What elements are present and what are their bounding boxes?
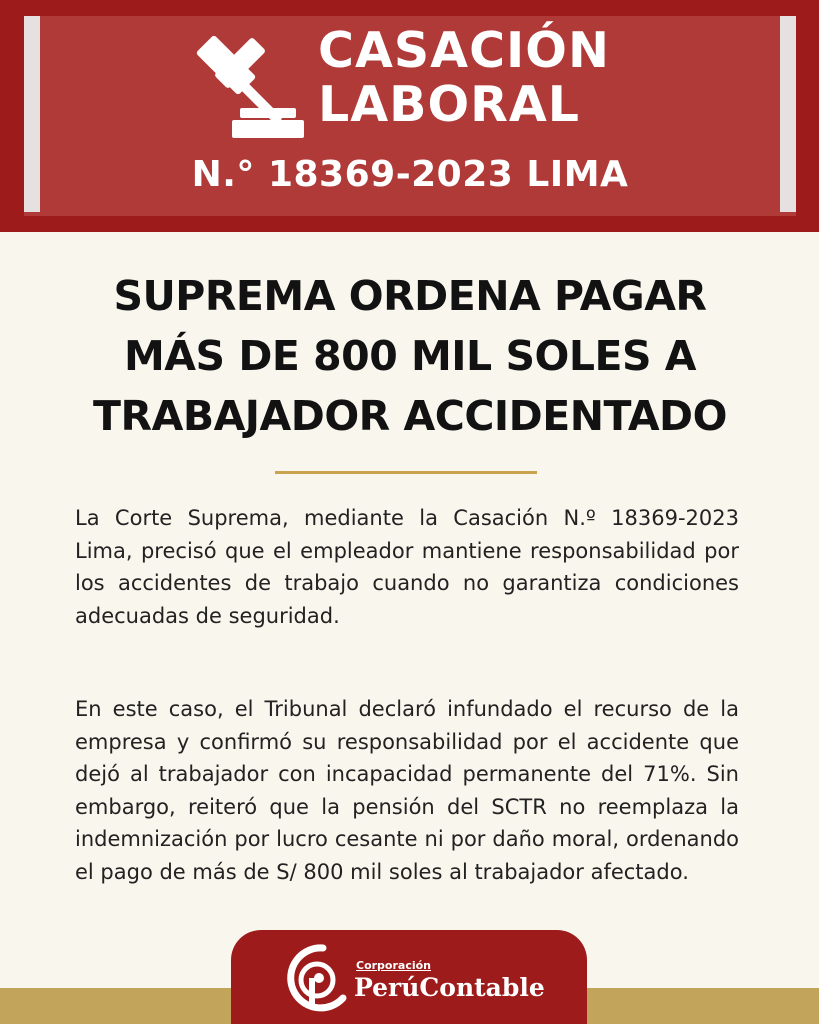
case-number: N.° 18369-2023 LIMA	[191, 154, 629, 195]
headline-line1: SUPREMA ORDENA PAGAR	[113, 272, 707, 320]
body-paragraph-2: En este caso, el Tribunal declaró infundado el recurso de la empresa y confirmó su responsabilidad por el accidente que dejó al trabajador con incapacidad permanente del 71%. Sin embargo, reiteró que la pensión del SCTR no reemplaza la indemnización por lucro cesante ni por daño moral, ordenando el pago de más de S/ 800 mil soles al trabajador afectado.	[75, 697, 739, 884]
headline	[30, 266, 790, 446]
headline-line3: TRABAJADOR ACCIDENTADO	[93, 392, 727, 440]
header-title	[318, 24, 648, 132]
gold-divider	[275, 471, 537, 474]
peru-contable-logo-icon	[283, 940, 353, 1016]
gavel-icon	[188, 22, 312, 142]
logo-brand-name: PerúContable	[354, 973, 545, 1002]
body-paragraph-1: La Corte Suprema, mediante la Casación N.º 18369-2023 Lima, precisó que el empleador mantiene responsabilidad por los accidentes de trabajo cuando no garantiza condiciones adecuadas de seguridad.	[75, 506, 739, 628]
headline-line2: MÁS DE 800 MIL SOLES A	[123, 332, 696, 380]
header-right-bar	[780, 16, 796, 212]
header-left-bar	[24, 16, 40, 212]
header-title-line1: CASACIÓN	[318, 22, 610, 79]
header-title-line2: LABORAL	[318, 76, 581, 133]
logo-corporacion-text: Corporación	[356, 959, 432, 972]
